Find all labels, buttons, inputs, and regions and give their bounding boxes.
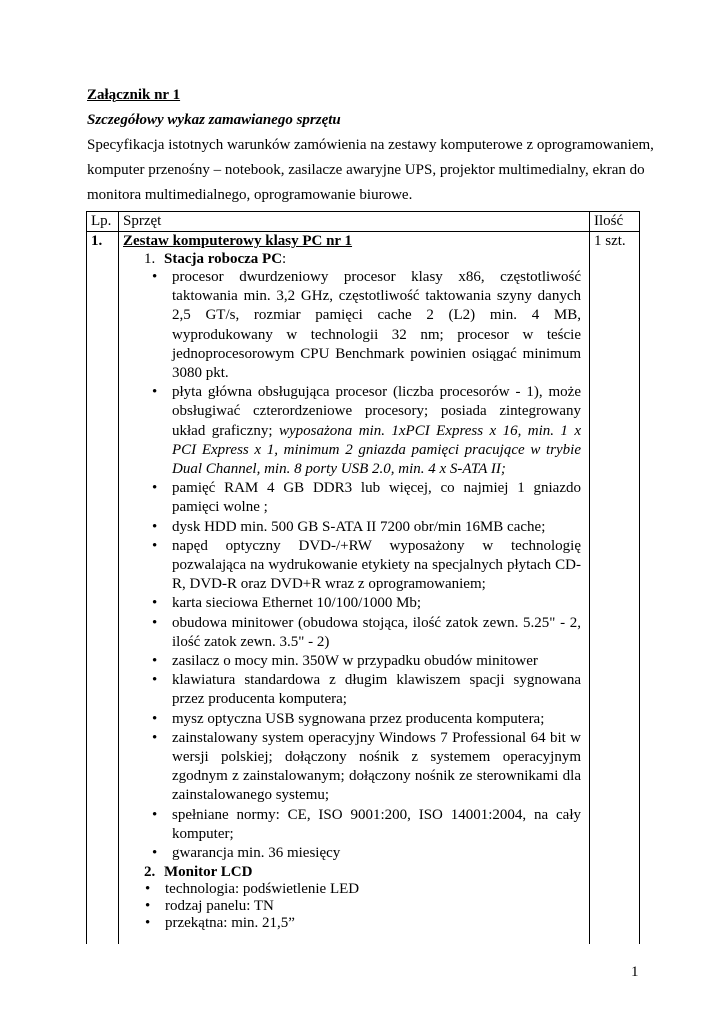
list-item-text: płyta główna obsługująca procesor (liczba procesorów - 1), może obsługiwać czterordzeniowe procesory; posiada zintegrowany układ graficzny; [172,384,581,439]
workstation-spec-list [123,268,589,863]
list-item: • zainstalowany system operacyjny Windows 7 Professional 64 bit w wersji polskiej; dołączony nośnik z systemem operacyjnym zgodnym z zainstalowanym; dołączony nośnik ze sterownikami dla zainstalowanego systemu; [172,729,581,806]
header-lp: Lp. [87,212,119,232]
intro-text-line: komputer przenośny – notebook, zasilacze awaryjne UPS, projektor multimedialny, ekran do [87,162,645,178]
list-item: • gwarancja min. 36 miesięcy [172,844,581,863]
section-number: 2. [144,864,156,881]
section-heading-workstation [123,250,589,268]
list-item: • napęd optyczny DVD-/+RW wyposażony w technologię pozwalająca na wydrukowanie etykiety na specjalnych płytach CD-R, DVD-R oraz DVD+R wraz z oprogramowaniem; [172,537,581,595]
list-item: • przekątna: min. 21,5” [165,915,581,932]
row-number: 1. [87,232,119,945]
row-equipment-cell [119,232,590,945]
header-equipment: Sprzęt [119,212,590,232]
intro-text-line: monitora multimedialnego, oprogramowanie biurowe. [87,187,413,203]
list-item: • rodzaj panelu: TN [165,898,581,915]
list-item [172,383,581,479]
list-item: • pamięć RAM 4 GB DDR3 lub więcej, co najmiej 1 gniazdo pamięci wolne ; [172,479,581,517]
list-item: • procesor dwurdzeniowy procesor klasy x86, częstotliwość taktowania min. 3,2 GHz, częstotliwość taktowania szyny danych 2,5 GT/s, rozmiar pamięci cache 2 (L2) min. 4 MB, wyprodukowany w technologii 32 nm; procesor w teście jednoprocesorowym CPU Benchmark powinien osiągać minimum 3080 pkt. [172,268,581,383]
list-item: • technologia: podświetlenie LED [165,881,581,898]
section-title: Monitor LCD [164,864,253,881]
intro-text-line: Specyfikacja istotnych warunków zamówienia na zestawy komputerowe z oprogramowaniem, [87,137,654,153]
list-item-italic-text: wyposażona min. 1xPCI Express x 16, min. 1 x PCI Express x 1, minimum 2 gniazda pamięci pracujące w trybie Dual Channel, min. 8 porty USB 2.0, min. 4 x S-ATA II; [172,422,581,478]
list-item: • spełniane normy: CE, ISO 9001:200, ISO 14001:2004, na cały komputer; [172,806,581,844]
row-quantity: 1 szt. [590,232,640,945]
document-subtitle: Szczegółowy wykaz zamawianego sprzętu [87,112,341,128]
list-item: • obudowa minitower (obudowa stojąca, ilość zatok zewn. 5.25" - 2, ilość zatok zewn. 3.5" - 2) [172,614,581,652]
list-item: • mysz optyczna USB sygnowana przez producenta komputera; [172,710,581,729]
list-item: • karta sieciowa Ethernet 10/100/1000 Mb; [172,594,581,613]
attachment-title: Załącznik nr 1 [87,87,181,103]
list-item: • dysk HDD min. 500 GB S-ATA II 7200 obr/min 16MB cache; [172,518,581,537]
header-quantity: Ilość [590,212,640,232]
table-row [87,232,640,945]
section-title: Stacja robocza PC [164,251,283,267]
section-number: 1. [144,251,156,267]
table-header-row [87,212,640,232]
section-title-colon: : [282,251,287,267]
set-title: Zestaw komputerowy klasy PC nr 1 [123,233,353,249]
list-item: • klawiatura standardowa z długim klawiszem spacji sygnowana przez producenta komputera; [172,671,581,709]
monitor-spec-list [123,881,589,932]
page-number: 1 [631,964,639,980]
list-item: • zasilacz o mocy min. 350W w przypadku obudów minitower [172,652,581,671]
section-heading-monitor [123,863,589,881]
equipment-table [86,211,640,944]
